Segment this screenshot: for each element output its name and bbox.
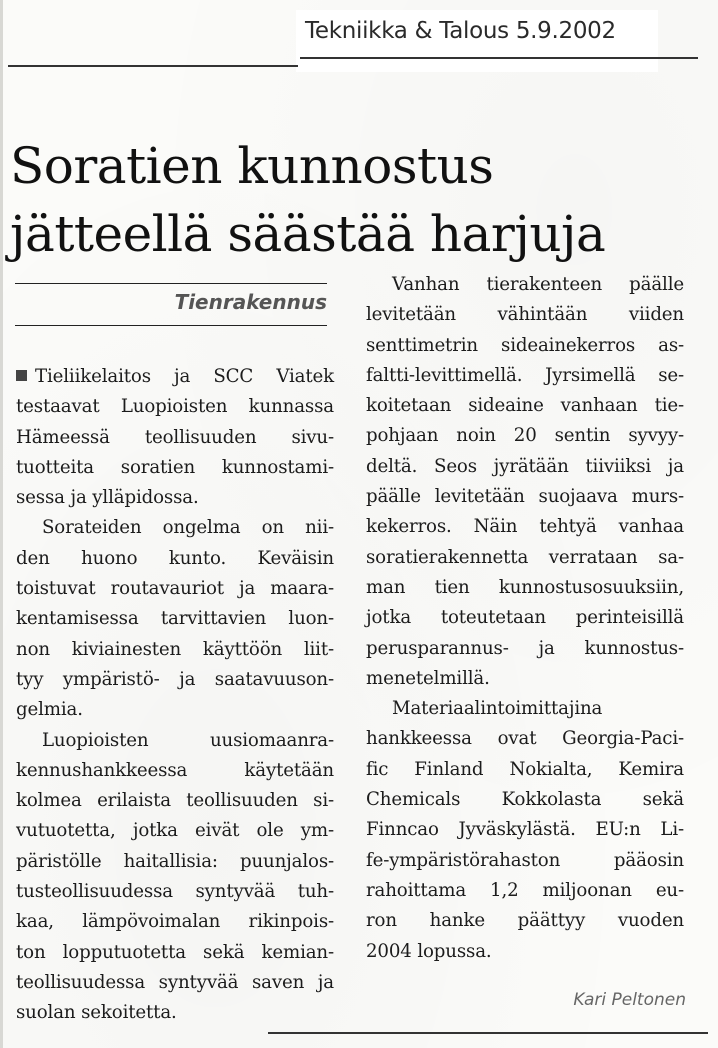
body-line: ton lopputuotetta sekä kemian- bbox=[16, 941, 334, 963]
square-bullet-icon bbox=[16, 370, 27, 381]
body-line: päälle levitetään suojaava murs- bbox=[366, 486, 684, 508]
body-line: Sorateiden ongelma on nii- bbox=[42, 517, 334, 539]
body-line: toistuvat routavauriot ja maara- bbox=[16, 578, 334, 600]
body-line: Hämeessä teollisuuden sivu- bbox=[16, 426, 334, 448]
top-rule-right bbox=[300, 57, 698, 59]
body-line: kaa, lämpövoimalan rikinpois- bbox=[16, 911, 334, 933]
body-line: rahoittama 1,2 miljoonan eu- bbox=[366, 879, 684, 901]
body-line: jotka toteutetaan perinteisillä bbox=[366, 607, 684, 629]
body-line: sessa ja ylläpidossa. bbox=[16, 487, 199, 509]
headline bbox=[10, 132, 700, 268]
headline-line-2: jätteellä säästää harjuja bbox=[10, 205, 606, 263]
body-line: soratierakennetta verrataan sa- bbox=[366, 546, 684, 568]
body-line: deltä. Seos jyrätään tiiviiksi ja bbox=[366, 455, 684, 477]
body-line: 2004 lopussa. bbox=[366, 940, 492, 962]
body-line: vutuotetta, jotka eivät ole ym- bbox=[16, 820, 334, 842]
body-line: kennushankkeessa käytetään bbox=[16, 759, 334, 781]
section-rule-bottom bbox=[15, 325, 327, 326]
body-line: fe-ympäristörahaston pääosin bbox=[366, 849, 684, 871]
body-line: den huono kunto. Keväisin bbox=[16, 547, 334, 569]
section-label: Tienrakennus bbox=[174, 290, 327, 314]
headline-line-1: Soratien kunnostus bbox=[10, 137, 494, 195]
body-line: ron hanke päättyy vuoden bbox=[366, 910, 684, 932]
right-column bbox=[366, 270, 684, 967]
body-line: testaavat Luopioisten kunnassa bbox=[16, 396, 334, 418]
body-line: kentamisessa tarvittavien luon- bbox=[16, 608, 334, 630]
body-line: Finncao Jyväskylästä. EU:n Li- bbox=[366, 819, 684, 841]
body-line: Materiaalintoimittajina bbox=[392, 698, 603, 720]
body-line: suolan sekoitetta. bbox=[16, 1002, 177, 1024]
body-line: tyy ympäristö- ja saatavuuson- bbox=[16, 668, 334, 690]
left-column bbox=[16, 362, 334, 1029]
body-line: menetelmillä. bbox=[366, 667, 490, 689]
top-rule-left bbox=[8, 65, 298, 67]
body-line: gelmia. bbox=[16, 699, 83, 721]
body-line: hankkeessa ovat Georgia-Paci- bbox=[366, 728, 684, 750]
body-line: fic Finland Nokialta, Kemira bbox=[366, 758, 684, 780]
body-line: non kiviainesten käyttöön liit- bbox=[16, 638, 334, 660]
body-line: Vanhan tierakenteen päälle bbox=[392, 274, 684, 295]
section-rule-top bbox=[15, 283, 327, 284]
body-line: pohjaan noin 20 sentin syvyy- bbox=[366, 425, 684, 447]
page-edge bbox=[0, 0, 3, 1048]
bottom-rule bbox=[268, 1032, 708, 1034]
body-line: kolmea erilaista teollisuuden si- bbox=[16, 790, 334, 812]
body-line: senttimetrin sideainekerros as- bbox=[366, 334, 684, 356]
body-line: päristölle haitallisia: puunjalos- bbox=[16, 850, 334, 872]
body-line: teollisuudessa syntyvää saven ja bbox=[16, 971, 334, 993]
body-line: Tieliikelaitos ja SCC Viatek bbox=[16, 362, 334, 392]
source-label: Tekniikka & Talous 5.9.2002 bbox=[305, 18, 616, 44]
body-line: man tien kunnostusosuuksiin, bbox=[366, 576, 684, 598]
body-line: tusteollisuudessa syntyvää tuh- bbox=[16, 881, 334, 903]
body-line: koitetaan sideaine vanhaan tie- bbox=[366, 395, 684, 417]
body-line: Chemicals Kokkolasta sekä bbox=[366, 789, 684, 811]
byline: Kari Peltonen bbox=[573, 990, 686, 1010]
body-line: perusparannus- ja kunnostus- bbox=[366, 637, 684, 659]
body-line: tuotteita soratien kunnostami- bbox=[16, 456, 334, 478]
body-line: kekerros. Näin tehtyä vanhaa bbox=[366, 516, 684, 538]
body-line: Luopioisten uusiomaanra- bbox=[42, 729, 334, 751]
body-line: faltti-levittimellä. Jyrsimellä se- bbox=[366, 364, 684, 386]
body-line: levitetään vähintään viiden bbox=[366, 304, 684, 326]
